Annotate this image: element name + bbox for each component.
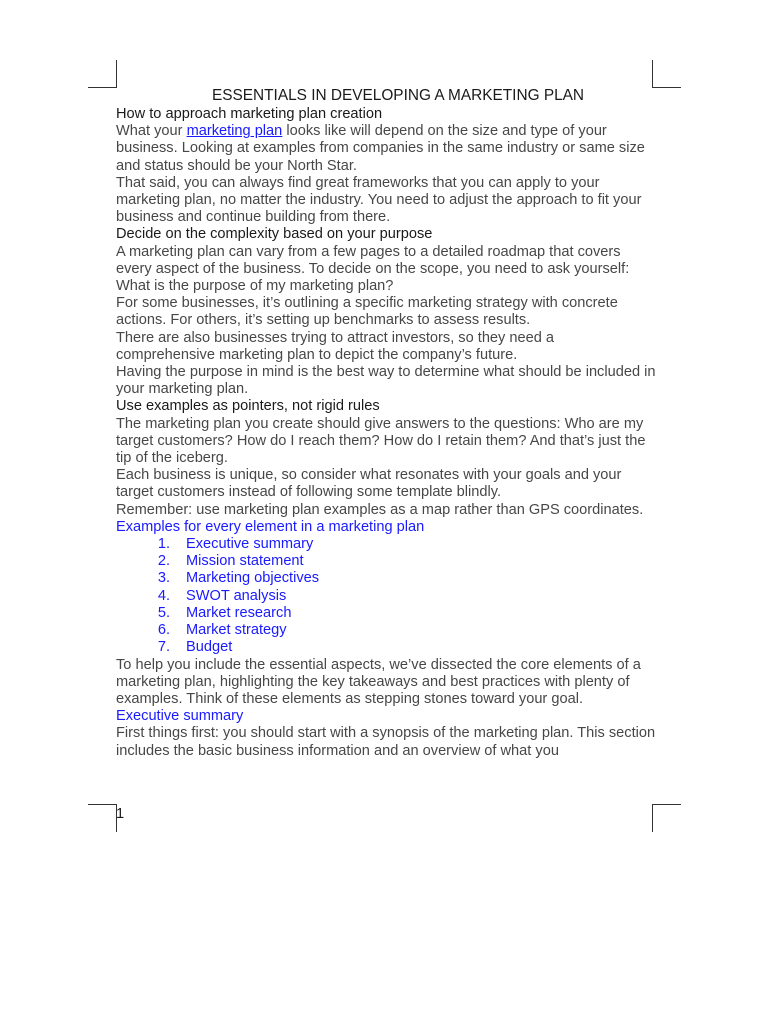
list-item xyxy=(116,605,656,622)
crop-mark-bottom-right-horizontal xyxy=(653,804,681,805)
paragraph-7: The marketing plan you create should give answers to the questions: Who are my target customers? How do I reach them? How do I retain them? And that’s just the tip of the iceberg. xyxy=(116,415,646,467)
paragraph-4: For some businesses, it’s outlining a specific marketing strategy with concrete actions. For others, it’s setting up benchmarks to assess results. xyxy=(116,295,618,329)
paragraph-1-end: looks like will depend on the size and type of your business. Looking at examples from companies in the same industry or same size and status should be your North Star. xyxy=(116,123,645,174)
section-heading-executive-summary: Executive summary xyxy=(116,708,244,725)
list-item-number: 4. xyxy=(157,587,170,604)
paragraph-3: A marketing plan can vary from a few pages to a detailed roadmap that covers every aspect of the business. To decide on the scope, you need to ask yourself: What is the purpose of my marketing plan? xyxy=(116,243,630,295)
paragraph-10: To help you include the essential aspects, we’ve dissected the core elements of a marketing plan, highlighting the key takeaways and best practices with plenty of examples. Think of these elements as stepping stones toward your goal. xyxy=(116,656,641,707)
crop-mark-top-left-horizontal xyxy=(88,87,116,88)
paragraph-1-start: What your xyxy=(116,123,187,140)
section-heading-elements: Examples for every element in a marketing plan xyxy=(116,518,425,535)
section-heading-examples: Use examples as pointers, not rigid rules xyxy=(116,398,380,415)
list-item-number: 2. xyxy=(157,553,170,570)
list-item-label: Executive summary xyxy=(186,536,314,553)
list-item-label: Market strategy xyxy=(186,622,287,639)
crop-mark-top-left-vertical xyxy=(116,60,117,88)
list-item-number: 6. xyxy=(157,622,170,639)
list-item-number: 5. xyxy=(157,604,170,621)
crop-mark-bottom-left-horizontal xyxy=(88,804,116,805)
section-heading-complexity: Decide on the complexity based on your purpose xyxy=(116,226,433,243)
paragraph-9: Remember: use marketing plan examples as a map rather than GPS coordinates. xyxy=(116,501,644,518)
section-heading-approach: How to approach marketing plan creation xyxy=(116,106,383,122)
list-item xyxy=(116,639,656,656)
paragraph-11: First things first: you should start with a synopsis of the marketing plan. This section includes the basic business information and an overview of what you xyxy=(116,725,656,759)
paragraph-2: That said, you can always find great frameworks that you can apply to your marketing plan, no matter the industry. You need to adjust the approach to fit your business and continue building from there. xyxy=(116,174,642,226)
list-item xyxy=(116,570,656,587)
list-item xyxy=(116,588,656,605)
crop-mark-top-right-horizontal xyxy=(653,87,681,88)
list-item-number: 3. xyxy=(157,570,170,587)
document-title: ESSENTIALS IN DEVELOPING A MARKETING PLAN xyxy=(211,87,585,104)
elements-list xyxy=(116,536,656,656)
list-item xyxy=(116,536,656,553)
paragraph-1 xyxy=(116,123,656,175)
list-item xyxy=(116,553,656,570)
paragraph-8: Each business is unique, so consider what resonates with your goals and your target customers instead of following some template blindly. xyxy=(116,467,622,501)
list-item-label: Market research xyxy=(186,604,292,621)
list-item-label: Marketing objectives xyxy=(186,570,320,587)
page-number: 1 xyxy=(116,806,125,822)
list-item xyxy=(116,622,656,639)
document-body xyxy=(116,86,656,760)
list-item-number: 7. xyxy=(157,639,170,656)
marketing-plan-link[interactable]: marketing plan xyxy=(186,123,283,140)
crop-mark-top-right-vertical xyxy=(652,60,653,88)
paragraph-6: Having the purpose in mind is the best way to determine what should be included in your marketing plan. xyxy=(116,364,656,398)
list-item-number: 1. xyxy=(157,536,170,553)
paragraph-5: There are also businesses trying to attract investors, so they need a comprehensive marketing plan to depict the company’s future. xyxy=(116,329,555,363)
list-item-label: Mission statement xyxy=(186,553,304,570)
list-item-label: SWOT analysis xyxy=(186,587,287,604)
list-item-label: Budget xyxy=(186,639,233,656)
crop-mark-bottom-right-vertical xyxy=(652,804,653,832)
